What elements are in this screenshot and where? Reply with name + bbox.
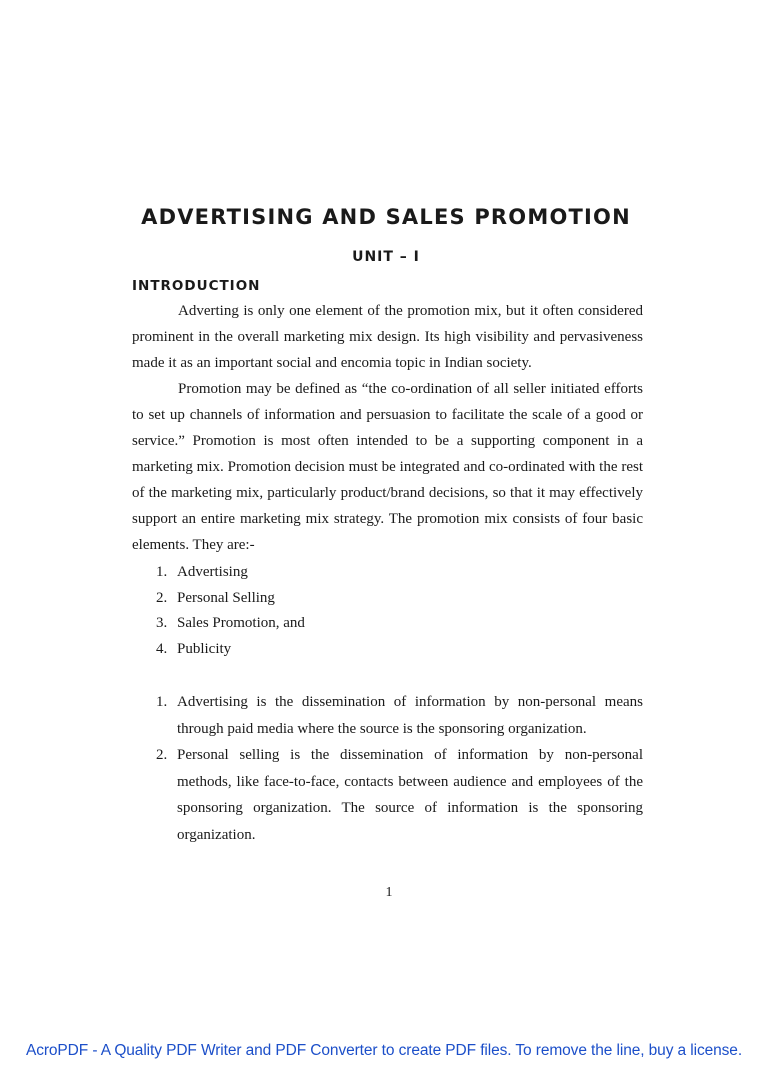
list-item-text: Personal selling is the dissemination of information by non-personal methods, like face-to-face, contacts between audience and employees of the sponsoring organization. The source of information is the sponsoring organization. bbox=[177, 747, 643, 843]
list-item bbox=[156, 560, 643, 586]
introduction-body bbox=[132, 298, 643, 558]
promotion-definitions-list bbox=[156, 689, 643, 848]
list-item-text: Advertising is the dissemination of information by non-personal means through paid media where the source is the sponsoring organization. bbox=[177, 694, 643, 737]
list-item bbox=[156, 742, 643, 848]
paragraph-2: Promotion may be defined as “the co-ordination of all seller initiated efforts to set up channels of information and persuasion to facilitate the scale of a good or service.” Promotion is most often intended to be a supporting component in a marketing mix. Promotion decision must be integrated and co-ordinated with the rest of the marketing mix, particularly product/brand decisions, so that it may effectively support an entire marketing mix strategy. The promotion mix consists of four basic elements. They are:- bbox=[132, 381, 643, 553]
list-item bbox=[156, 689, 643, 742]
list-item-text: Personal Selling bbox=[177, 589, 275, 606]
document-title: ADVERTISING AND SALES PROMOTION bbox=[141, 205, 631, 229]
list-item bbox=[156, 586, 643, 612]
list-item-number: 1. bbox=[156, 564, 168, 580]
page-number: 1 bbox=[385, 885, 393, 900]
section-heading-introduction: INTRODUCTION bbox=[132, 278, 261, 294]
list-item-number: 1. bbox=[156, 694, 168, 710]
paragraph-1: Adverting is only one element of the promotion mix, but it often considered prominent in the overall marketing mix design. Its high visibility and pervasiveness made it as an important social and encomia topic in Indian society. bbox=[132, 303, 643, 371]
list-item bbox=[156, 611, 643, 637]
list-item-text: Sales Promotion, and bbox=[177, 615, 305, 631]
list-item-number: 2. bbox=[156, 589, 168, 606]
promotion-elements-list bbox=[156, 560, 643, 662]
acropdf-watermark-banner: AcroPDF - A Quality PDF Writer and PDF Converter to create PDF files. To remove the line, buy a license. bbox=[25, 1042, 743, 1059]
list-item-number: 3. bbox=[156, 615, 168, 631]
unit-heading: UNIT – I bbox=[352, 249, 420, 265]
list-item-text: Advertising bbox=[177, 564, 248, 580]
list-item-number: 2. bbox=[156, 747, 168, 763]
list-item bbox=[156, 637, 643, 663]
list-item-text: Publicity bbox=[177, 640, 232, 657]
list-item-number: 4. bbox=[156, 640, 168, 657]
